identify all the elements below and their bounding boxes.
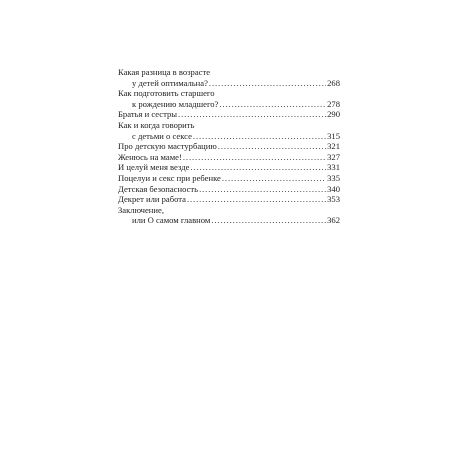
toc-entry-title: Как и когда говорить (118, 119, 195, 130)
toc-entry-title: Братья и сестры (118, 109, 178, 120)
leader-dots (178, 109, 326, 120)
leader-dots (211, 215, 326, 226)
toc-page-number: 278 (327, 98, 340, 109)
toc-entry-title: И целуй меня везде (118, 162, 190, 173)
toc-entry (118, 120, 340, 141)
leader-dots (222, 173, 326, 184)
leader-dots (199, 184, 326, 195)
toc-entry-title: Поцелуи и секс при ребенке (118, 172, 221, 183)
toc-entry (118, 141, 340, 152)
leader-dots (209, 78, 326, 89)
leader-dots (187, 194, 326, 205)
toc-entry-title-continued: с детьми о сексе (132, 130, 192, 141)
toc-page-number: 335 (327, 172, 340, 183)
toc-entry (118, 152, 340, 163)
toc-entry (118, 162, 340, 173)
leader-dots (190, 162, 326, 173)
toc-entry-title-continued: к рождению младшего? (132, 98, 219, 109)
toc-entry-title: Как подготовить старшего (118, 88, 215, 99)
toc-entry-title: Какая разница в возрасте (118, 67, 211, 77)
toc-entry-title: Про детскую мастурбацию (118, 141, 217, 152)
leader-dots (183, 152, 326, 163)
toc-page-number: 321 (327, 141, 340, 152)
toc-page-number: 331 (327, 162, 340, 173)
toc-entry-title: Декрет или работа (118, 194, 186, 205)
table-of-contents (118, 67, 340, 226)
leader-dots (218, 141, 326, 152)
toc-entry-title: Заключение, (118, 204, 164, 215)
toc-page-number: 290 (327, 109, 340, 120)
toc-entry (118, 173, 340, 184)
toc-entry-title: Детская безопасность (118, 183, 199, 194)
toc-entry-title-continued: или О самом главном (132, 215, 211, 226)
toc-entry-title: Женюсь на маме! (118, 151, 182, 162)
toc-page-number: 268 (327, 77, 340, 88)
toc-page-number: 340 (327, 183, 340, 194)
toc-entry (118, 194, 340, 205)
toc-entry (118, 67, 340, 88)
leader-dots (193, 131, 326, 142)
leader-dots (219, 99, 326, 110)
toc-entry (118, 88, 340, 109)
toc-page-number: 353 (327, 194, 340, 205)
toc-entry (118, 109, 340, 120)
toc-entry (118, 205, 340, 226)
toc-entry-title-continued: у детей оптимальна? (132, 77, 208, 88)
toc-entry (118, 184, 340, 195)
toc-page-number: 362 (327, 215, 340, 226)
toc-page-number: 327 (327, 151, 340, 162)
toc-page-number: 315 (327, 130, 340, 141)
